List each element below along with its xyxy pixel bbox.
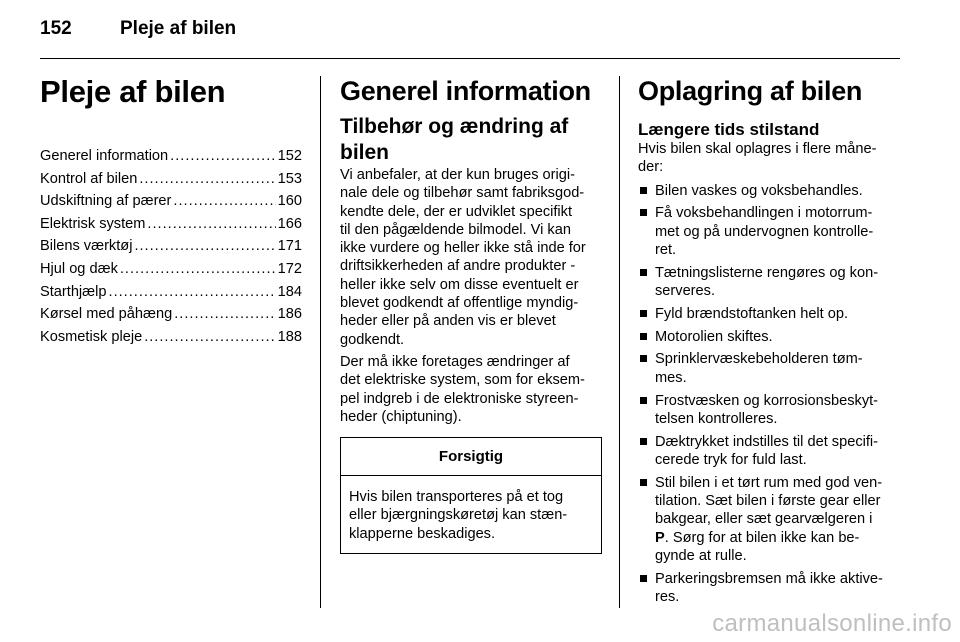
- toc-leader-dots: [139, 171, 275, 187]
- column-storage: [638, 74, 902, 611]
- toc-entry-label: Starthjælp: [40, 283, 107, 300]
- toc-entry-page: 171: [277, 238, 302, 255]
- text-line: Parkeringsbremsen må ikke aktive-: [655, 570, 883, 587]
- list-item: [638, 328, 902, 346]
- text-line: Hvis bilen transporteres på et tog: [349, 489, 564, 506]
- toc-leader-dots: [147, 216, 275, 232]
- text-line: bakgear, eller sæt gearvælgeren i: [655, 511, 873, 528]
- toc-entry-page: 153: [277, 170, 302, 187]
- list-item: [638, 305, 902, 323]
- list-item: [638, 392, 902, 429]
- toc-entry[interactable]: [40, 261, 302, 284]
- text-line: eller bjærgningskøretøj kan stæn-: [349, 507, 568, 524]
- bullet-square-icon: [640, 355, 647, 362]
- toc-leader-dots: [173, 193, 275, 209]
- toc-entry-label: Kørsel med påhæng: [40, 306, 173, 323]
- list-item: [638, 350, 902, 387]
- text-line: det elektriske system, som for eksem-: [340, 372, 585, 389]
- toc-leader-dots: [170, 148, 275, 164]
- text-line: der:: [638, 159, 664, 176]
- toc-entry[interactable]: [40, 148, 302, 171]
- storage-checklist: [638, 182, 902, 607]
- column-divider-1: [320, 76, 321, 608]
- watermark: carmanualsonline.info: [712, 610, 952, 637]
- paragraph-electrical: [340, 353, 602, 426]
- toc-entry[interactable]: [40, 171, 302, 194]
- list-item: [638, 433, 902, 470]
- text-line: Motorolien skiftes.: [655, 328, 773, 345]
- text-line: serveres.: [655, 283, 716, 300]
- toc-entry-page: 184: [277, 283, 302, 300]
- column-toc: [40, 74, 302, 351]
- toc-entry-label: Hjul og dæk: [40, 260, 118, 277]
- text-line: Få voksbehandlingen i motorrum-: [655, 205, 873, 222]
- text-line: Stil bilen i et tørt rum med god ven-: [655, 474, 883, 491]
- toc-entry-page: 186: [277, 306, 302, 323]
- chapter-title: Pleje af bilen: [40, 74, 226, 109]
- toc-entry-page: 172: [277, 260, 302, 277]
- bullet-square-icon: [640, 575, 647, 582]
- subsection-title-storage: Længere tids stilstand: [638, 120, 820, 139]
- caution-heading: Forsigtig: [341, 438, 601, 476]
- section-title-storage: Oplagring af bilen: [638, 76, 863, 106]
- text-line: heller ikke selv om disse eventuelt er: [340, 276, 579, 293]
- text-line: Der må ikke foretages ændringer af: [340, 353, 570, 370]
- toc-entry-label: Generel information: [40, 148, 169, 164]
- toc-entry-page: 160: [277, 193, 302, 210]
- text-line: Fyld brændstoftanken helt op.: [655, 305, 849, 322]
- toc-entry[interactable]: [40, 238, 302, 261]
- text-line: tilation. Sæt bilen i første gear eller: [655, 493, 881, 510]
- bullet-square-icon: [640, 438, 647, 445]
- caution-text: [341, 476, 601, 553]
- toc-leader-dots: [120, 261, 276, 277]
- text-line: pel indgreb i de elektroniske styreen-: [340, 390, 579, 407]
- toc-entry[interactable]: [40, 306, 302, 329]
- toc-entry-page: 166: [277, 215, 302, 232]
- text-line: res.: [655, 589, 680, 606]
- list-item: [638, 182, 902, 200]
- caution-box: [340, 437, 602, 554]
- list-item: [638, 264, 902, 301]
- text-line: mes.: [655, 369, 687, 386]
- text-line: . Sørg for at bilen ikke kan be-: [664, 529, 860, 546]
- section-title: Generel information: [340, 76, 591, 106]
- toc-leader-dots: [109, 284, 276, 300]
- text-line: blevet godkendt af offentlige myndig-: [340, 295, 579, 312]
- toc-entry-label: Udskiftning af pærer: [40, 193, 172, 210]
- text-line: ikke vurdere og heller ikke stå inde for: [340, 240, 586, 257]
- toc-entry-page: 152: [277, 148, 302, 164]
- gear-position-p: P: [655, 529, 665, 546]
- text-line: heder eller på anden vis er blevet: [340, 313, 556, 330]
- paragraph-accessories: [340, 166, 602, 349]
- toc-entry[interactable]: [40, 193, 302, 216]
- toc-entry-label: Kosmetisk pleje: [40, 328, 143, 345]
- text-line: klapperne beskadiges.: [349, 525, 496, 542]
- toc-entry-label: Elektrisk system: [40, 215, 146, 232]
- toc-entry-label: Kontrol af bilen: [40, 170, 138, 187]
- bullet-square-icon: [640, 310, 647, 317]
- toc-leader-dots: [134, 238, 275, 254]
- toc-entry[interactable]: [40, 216, 302, 239]
- text-line: Vi anbefaler, at der kun bruges origi-: [340, 167, 575, 183]
- text-line: driftsikkerheden af andre produkter -: [340, 258, 576, 275]
- running-chapter-title: Pleje af bilen: [120, 18, 237, 39]
- toc-leader-dots: [174, 306, 275, 322]
- bullet-square-icon: [640, 187, 647, 194]
- storage-intro: [638, 140, 902, 177]
- toc-entry-page: 188: [277, 328, 302, 345]
- column-general-info: [340, 74, 602, 554]
- text-line: cerede tryk for fuld last.: [655, 451, 807, 468]
- toc-entry-label: Bilens værktøj: [40, 238, 133, 255]
- text-line: Sprinklervæskebeholderen tøm-: [655, 351, 863, 368]
- header-divider: [40, 58, 900, 59]
- list-item: [638, 474, 902, 565]
- bullet-square-icon: [640, 397, 647, 404]
- bullet-square-icon: [640, 209, 647, 216]
- column-divider-2: [619, 76, 620, 608]
- toc-entry[interactable]: [40, 329, 302, 352]
- text-line: nale dele og tilbehør samt fabriksgod-: [340, 185, 585, 202]
- page-number: 152: [40, 18, 72, 39]
- bullet-square-icon: [640, 479, 647, 486]
- text-line: heder (chiptuning).: [340, 408, 462, 425]
- text-line: ret.: [655, 241, 677, 258]
- list-item: [638, 570, 902, 607]
- text-line: til den pågældende bilmodel. Vi kan: [340, 221, 571, 238]
- table-of-contents: [40, 148, 302, 351]
- text-line: Hvis bilen skal oplagres i flere måne-: [638, 141, 877, 157]
- text-line: Frostvæsken og korrosionsbeskyt-: [655, 392, 879, 409]
- text-line: telsen kontrolleres.: [655, 410, 778, 427]
- toc-entry[interactable]: [40, 284, 302, 307]
- text-line: gynde at rulle.: [655, 547, 747, 564]
- text-line: met og på undervognen kontrolle-: [655, 223, 874, 240]
- text-line: kendte dele, der er udviklet specifikt: [340, 203, 573, 220]
- text-line: Tætningslisterne rengøres og kon-: [655, 264, 879, 281]
- subsection-title: Tilbehør og ændring af bilen: [340, 115, 569, 164]
- text-line: godkendt.: [340, 331, 405, 348]
- toc-leader-dots: [144, 329, 275, 345]
- list-item: [638, 204, 902, 259]
- text-line: Dæktrykket indstilles til det specifi-: [655, 433, 879, 450]
- bullet-square-icon: [640, 333, 647, 340]
- text-line: Bilen vaskes og voksbehandles.: [655, 182, 863, 199]
- bullet-square-icon: [640, 269, 647, 276]
